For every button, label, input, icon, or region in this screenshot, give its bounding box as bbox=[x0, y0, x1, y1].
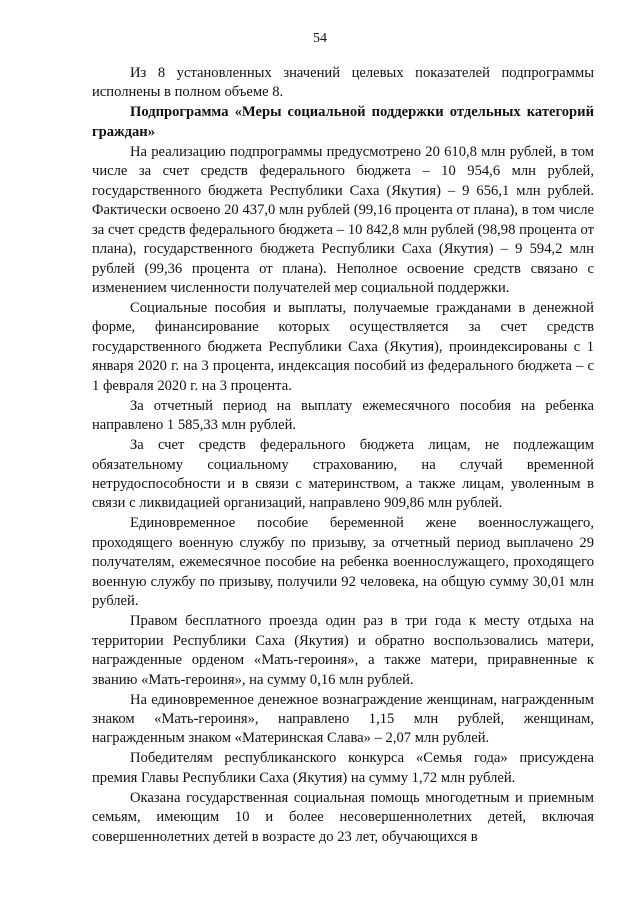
paragraph-large-families: Оказана государственная социальная помощь многодетным и приемным семьям, имеющим 10 и более несовершеннолетних детей, включая совершеннолетних детей в возрасте до 23 лет, обучающихся в bbox=[92, 789, 594, 845]
paragraph-child-allowance: За отчетный период на выплату ежемесячного пособия на ребенка направлено 1 585,33 млн рублей. bbox=[92, 397, 594, 434]
paragraph-indexation: Социальные пособия и выплаты, получаемые гражданами в денежной форме, финансирование которых осуществляется за счет средств государственного бюджета Республики Саха (Якутия), проиндексированы с 1 января 2020 г. на 3 процента, индексация пособий из федерального бюджета – с 1 февраля 2020 г. на 3 процента. bbox=[92, 299, 594, 394]
paragraph-military-families: Единовременное пособие беременной жене военнослужащего, проходящего военную службу по призыву, за отчетный период выплачено 29 получателям, ежемесячное пособие на ребенка военнослужащего, проходящего военную службу по призыву, получили 92 человека, на общую сумму 30,01 млн рублей. bbox=[92, 515, 594, 610]
paragraph-federal-benefits: За счет средств федерального бюджета лицам, не подлежащим обязательному социальному страхованию, на случай временной нетрудоспособности и в связи с материнством, а также лицам, уволенным в связи с ликвидацией организаций, направлено 909,86 млн рублей. bbox=[92, 437, 594, 512]
paragraph-targets-summary: Из 8 установленных значений целевых показателей подпрограммы исполнены в полном объеме 8. bbox=[92, 65, 594, 101]
page-number: 54 bbox=[313, 31, 327, 46]
paragraph-mother-awards: На единовременное денежное вознаграждение женщинам, награжденным знаком «Мать-героиня», направлено 1,15 млн рублей, женщинам, награжденным знаком «Материнская Слава» – 2,07 млн рублей. bbox=[92, 691, 594, 747]
subprogram-heading: Подпрограмма «Меры социальной поддержки отдельных категорий граждан» bbox=[92, 104, 594, 140]
paragraph-free-travel: Правом бесплатного проезда один раз в три года к месту отдыха на территории Республики Саха (Якутия) и обратно воспользовались матери, награжденные орденом «Мать-героиня», а также матери, приравненные к званию «Мать-героиня», на сумму 0,16 млн рублей. bbox=[92, 613, 594, 688]
document-body bbox=[92, 64, 594, 847]
paragraph-family-contest: Победителям республиканского конкурса «Семья года» присуждена премия Главы Республики Саха (Якутия) на сумму 1,72 млн рублей. bbox=[92, 750, 594, 786]
paragraph-funding: На реализацию подпрограммы предусмотрено 20 610,8 млн рублей, в том числе за счет средств федерального бюджета – 10 954,6 млн рублей, государственного бюджета Республики Саха (Якутия) – 9 656,1 млн рублей. Фактически освоено 20 437,0 млн рублей (99,16 процента от плана), в том числе за счет средств федерального бюджета – 10 842,8 млн рублей (98,98 процента от плана), государственного бюджета Республики Саха (Якутия) – 9 594,2 млн рублей (99,36 процента от плана). Неполное освоение средств связано с изменением численности получателей мер социальной поддержки. bbox=[92, 143, 594, 296]
